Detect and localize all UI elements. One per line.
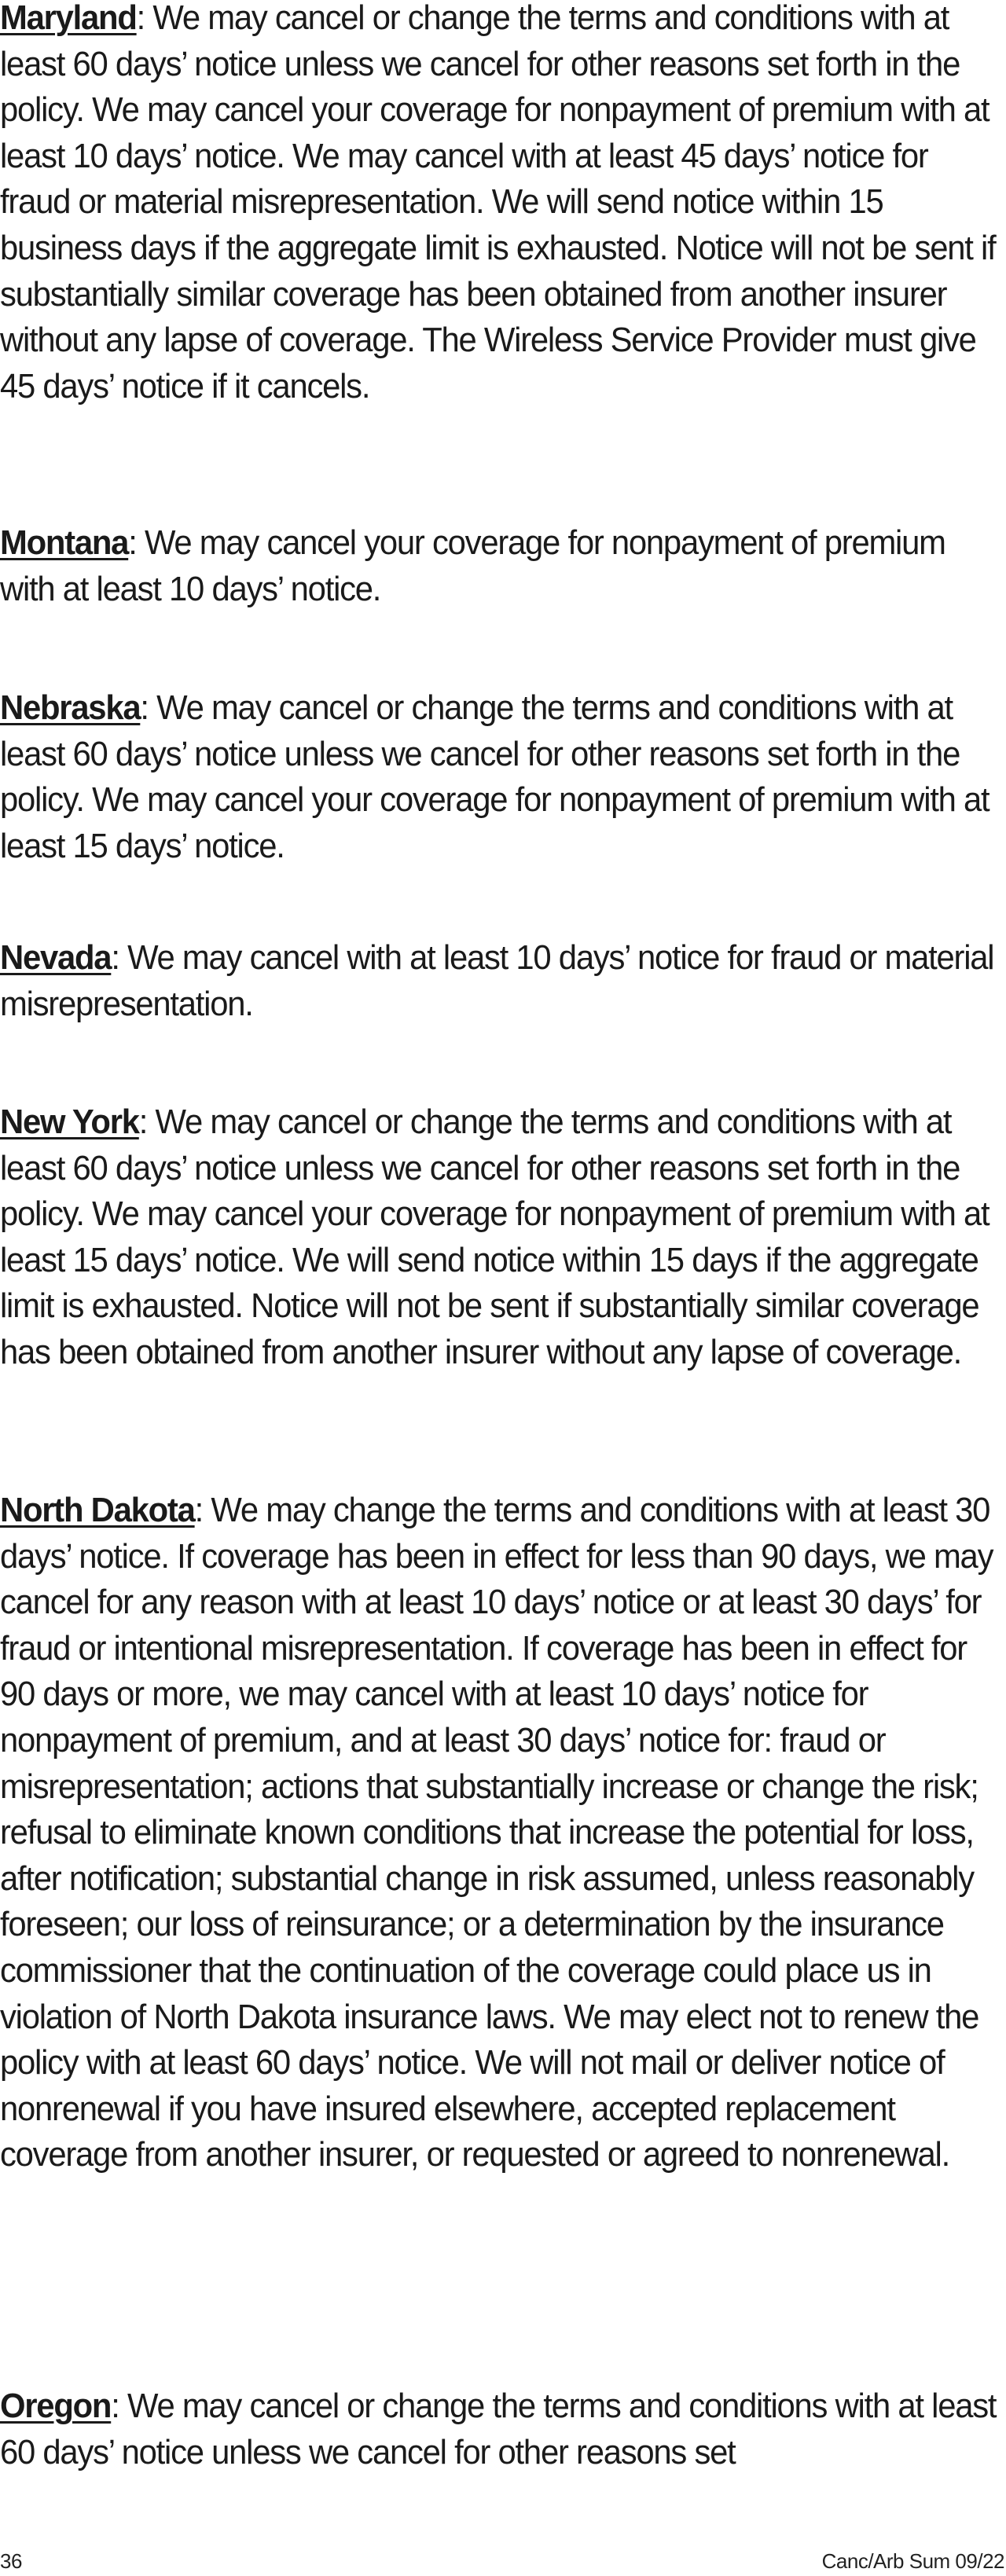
state-text: : We may cancel or change the terms and conditions with at least 60 days’ notice unless we cancel for other reasons set forth in the policy. We may cancel your coverage for nonpayment of premium with at least 15 days’ notice. xyxy=(0,688,989,865)
state-heading: Maryland xyxy=(0,0,137,37)
state-heading: Nebraska xyxy=(0,688,141,727)
state-heading: New York xyxy=(0,1103,139,1141)
state-section-nebraska xyxy=(0,685,1004,869)
state-section-new-york xyxy=(0,1099,1004,1376)
state-section-oregon xyxy=(0,2383,1004,2475)
state-text: : We may cancel with at least 10 days’ notice for fraud or material misrepresentation. xyxy=(0,938,994,1023)
state-text: : We may change the terms and conditions with at least 30 days’ notice. If coverage has been in effect for less than 90 days, we may cancel for any reason with at least 10 days’ notice or at least 30 days’ for fraud or intentional misrepresentation. If coverage has been in effect for 90 days or more, we may cancel with at least 10 days’ notice for nonpayment of premium, and at least 30 days’ notice for: fraud or misrepresentation; actions that substantially increase or change the risk; refusal to eliminate known conditions that increase the potential for loss, after notification; substantial change in risk assumed, unless reasonably foreseen; our loss of reinsurance; or a determination by the insurance commissioner that the continuation of the coverage could place us in violation of North Dakota insurance laws. We may elect not to renew the policy with at least 60 days’ notice. We will not mail or deliver notice of nonrenewal if you have insured elsewhere, accepted replacement coverage from another insurer, or requested or agreed to nonrenewal. xyxy=(0,1491,993,2174)
state-section-nevada xyxy=(0,935,1004,1027)
state-heading: Nevada xyxy=(0,938,112,977)
state-text: : We may cancel your coverage for nonpayment of premium with at least 10 days’ notice. xyxy=(0,523,945,608)
state-heading: North Dakota xyxy=(0,1491,195,1529)
state-section-north-dakota xyxy=(0,1488,1004,2178)
state-section-maryland xyxy=(0,0,1004,409)
state-heading: Montana xyxy=(0,523,129,562)
state-text: : We may cancel or change the terms and conditions with at least 60 days’ notice unless we cancel for other reasons set xyxy=(0,2387,997,2471)
form-code: Canc/Arb Sum 09/22 xyxy=(821,2549,1004,2573)
page-number: 36 xyxy=(0,2549,22,2573)
state-section-montana xyxy=(0,520,1004,612)
state-text: : We may cancel or change the terms and conditions with at least 60 days’ notice unless we cancel for other reasons set forth in the policy. We may cancel your coverage for nonpayment of premium with at least 10 days’ notice. We may cancel with at least 45 days’ notice for fraud or material misrepresentation. We will send notice within 15 business days if the aggregate limit is exhausted. Notice will not be sent if substantially similar coverage has been obtained from another insurer without any lapse of coverage. The Wireless Service Provider must give 45 days’ notice if it cancels. xyxy=(0,0,996,405)
state-text: : We may cancel or change the terms and conditions with at least 60 days’ notice unless we cancel for other reasons set forth in the policy. We may cancel your coverage for nonpayment of premium with at least 15 days’ notice. We will send notice within 15 days if the aggregate limit is exhausted. Notice will not be sent if substantially similar coverage has been obtained from another insurer without any lapse of coverage. xyxy=(0,1103,989,1371)
state-heading: Oregon xyxy=(0,2387,112,2425)
